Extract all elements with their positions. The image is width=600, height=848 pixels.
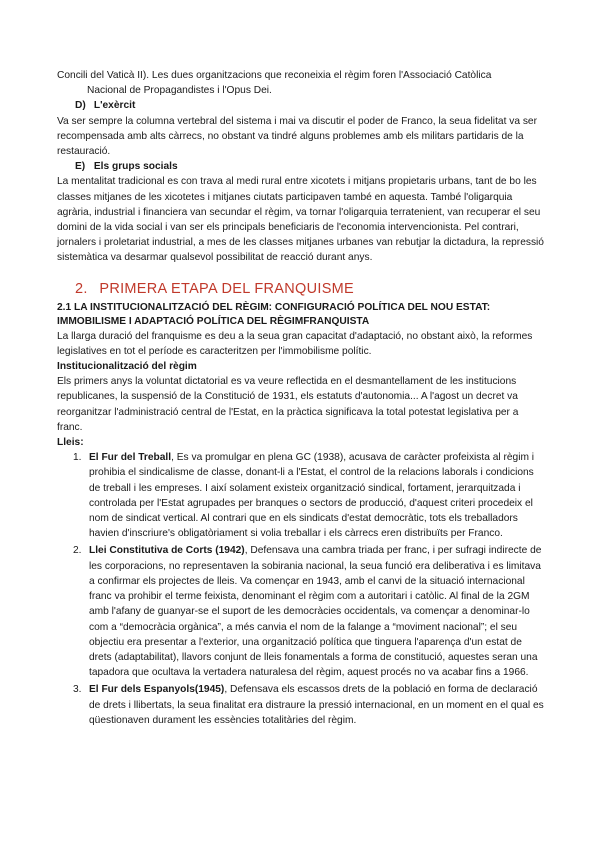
institucionalitzacio-heading: Institucionalització del règim: [57, 361, 197, 373]
law-text: , Defensava una cambra triada per franc, i per sufragi indirecte de les corporacions, no representaven la sobirania nacional, la seua funció era deliberativa i es limitava a confirmar els projectes de lleis. Va començar en 1943, amb el canvi de la situació internacional franc va prohibir el terme feixista, denominant el règim com a autoritari i catòlic. Al final de la 2GM amb l'afany de guanyar-se el suport de les democràcies occidentals, va començar a denominar-lo com a “democràcia orgànica”, a més canvia el nom de la falange a “moviment nacional”; el seu objectiu era presentar a l'exterior, una organització política que tinguera l'aparença d'un estat de drets (adaptabilitat), llavors conjunt de lleis fonamentals a forma de constitució, aquestes seran una tapadora que ocultava la vertadera naturalesa del règim, aquest procés no va acabar fins a 1966.: [89, 545, 542, 679]
law-number: 2.: [73, 545, 82, 557]
document-page: [57, 68, 545, 728]
law-title: El Fur del Treball: [89, 452, 172, 464]
section-e-letter: E): [75, 161, 86, 173]
law-number: 1.: [73, 452, 82, 464]
section-d-title: L'exèrcit: [93, 100, 136, 112]
law-title: Llei Constitutiva de Corts (1942): [89, 545, 245, 557]
section-2-1-title: 2.1 LA INSTITUCIONALITZACIÓ DEL RÈGIM: CONFIGURACIÓ POLÍTICA DEL NOU ESTAT: IMMOBILISME I ADAPTACIÓ POLÍTICA DEL RÈGIMFRANQUISTA: [57, 301, 491, 327]
intro-line-2: Nacional de Propagandistes i l'Opus Dei.: [87, 85, 272, 97]
section-2-heading: [57, 280, 545, 298]
section-d-text: Va ser sempre la columna vertebral del sistema i mai va discutir el poder de Franco, la seua fidelitat va ser recompensada amb alts càrrecs, no obstant va tindré alguns problemes amb els militars partidaris de la restauració.: [57, 115, 537, 158]
law-item: [57, 450, 545, 541]
section-2-number: 2.: [75, 280, 88, 297]
section-d-letter: D): [75, 100, 86, 112]
law-text: , Defensava els escassos drets de la població en forma de declaració de drets i llibertats, la seua finalitat era distraure la pressió internacional, en un moment en el qual es qüestionaven durament les essències totalitàries del règim.: [89, 684, 544, 726]
section-e-title: Els grups socials: [93, 161, 178, 173]
section-2-title: PRIMERA ETAPA DEL FRANQUISME: [99, 280, 355, 297]
section-e-text: La mentalitat tradicional es con trava al medi rural entre xicotets i mitjans propietaris urbans, tant de bo les classes mitjanes de les xicotetes i mitjanes ciutats participaven també en aquesta. També l'oligarquia agrària, industrial i financiera van secundar el règim, va tornar l'oligarquia terratenient, van recuperar el seu domini de la vida social i van ser els principals beneficiaris de l'economia intervencionista. Pel contrari, jornalers i proletariat industrial, a mes de les classes mitjanes urbanes van rebutjar la dictadura, la repressió sistemàtica va desarmar qualsevol possibilitat de reacció durant anys.: [57, 176, 544, 264]
section-e-heading: [57, 159, 545, 174]
law-number: 3.: [73, 684, 82, 696]
lleis-list: [57, 450, 545, 728]
law-title: El Fur dels Espanyols(1945): [89, 684, 225, 696]
law-text: , Es va promulgar en plena GC (1938), acusava de caràcter profeixista al règim i prohibia el sindicalisme de classe, donant-li a l'Estat, el control de la relacions laborals i condicions de treball i les empreses. I així solament existeix organització sindical, fortament, jerarquitzada i controlada per l'Estat agrupades per branques o sectors de producció, d'aquest criteri procedeix el nom de sindicat vertical. Al contrari que en els sindicats d'estat democràtic, tots els treballadors havien d'inscriure's obligatòriament si volia treballar i els càrrecs eren distribuïts per Franco.: [89, 452, 535, 540]
law-item: [57, 543, 545, 680]
institucionalitzacio-text: Els primers anys la voluntat dictatorial es va veure reflectida en el desmantellament de les institucions republicanes, la suspensió de la Constitució de 1931, els estatuts d'autonomia... A l'agost un decret va reorganitzar l'administració central de l'Estat, en la pràctica significava la total potestat legislativa per a franc.: [57, 376, 519, 433]
lleis-heading: Lleis:: [57, 437, 84, 449]
section-2-1-text: La llarga duració del franquisme es deu a la seua gran capacitat d'adaptació, no obstant això, la reformes legislatives en tot el període es caracteritzen per l'immobilisme polític.: [57, 330, 533, 357]
section-d-heading: [57, 98, 545, 113]
intro-line-1: Concili del Vaticà II). Les dues organitzacions que reconeixia el règim foren l'Associació Catòlica: [57, 70, 492, 81]
law-item: [57, 682, 545, 728]
